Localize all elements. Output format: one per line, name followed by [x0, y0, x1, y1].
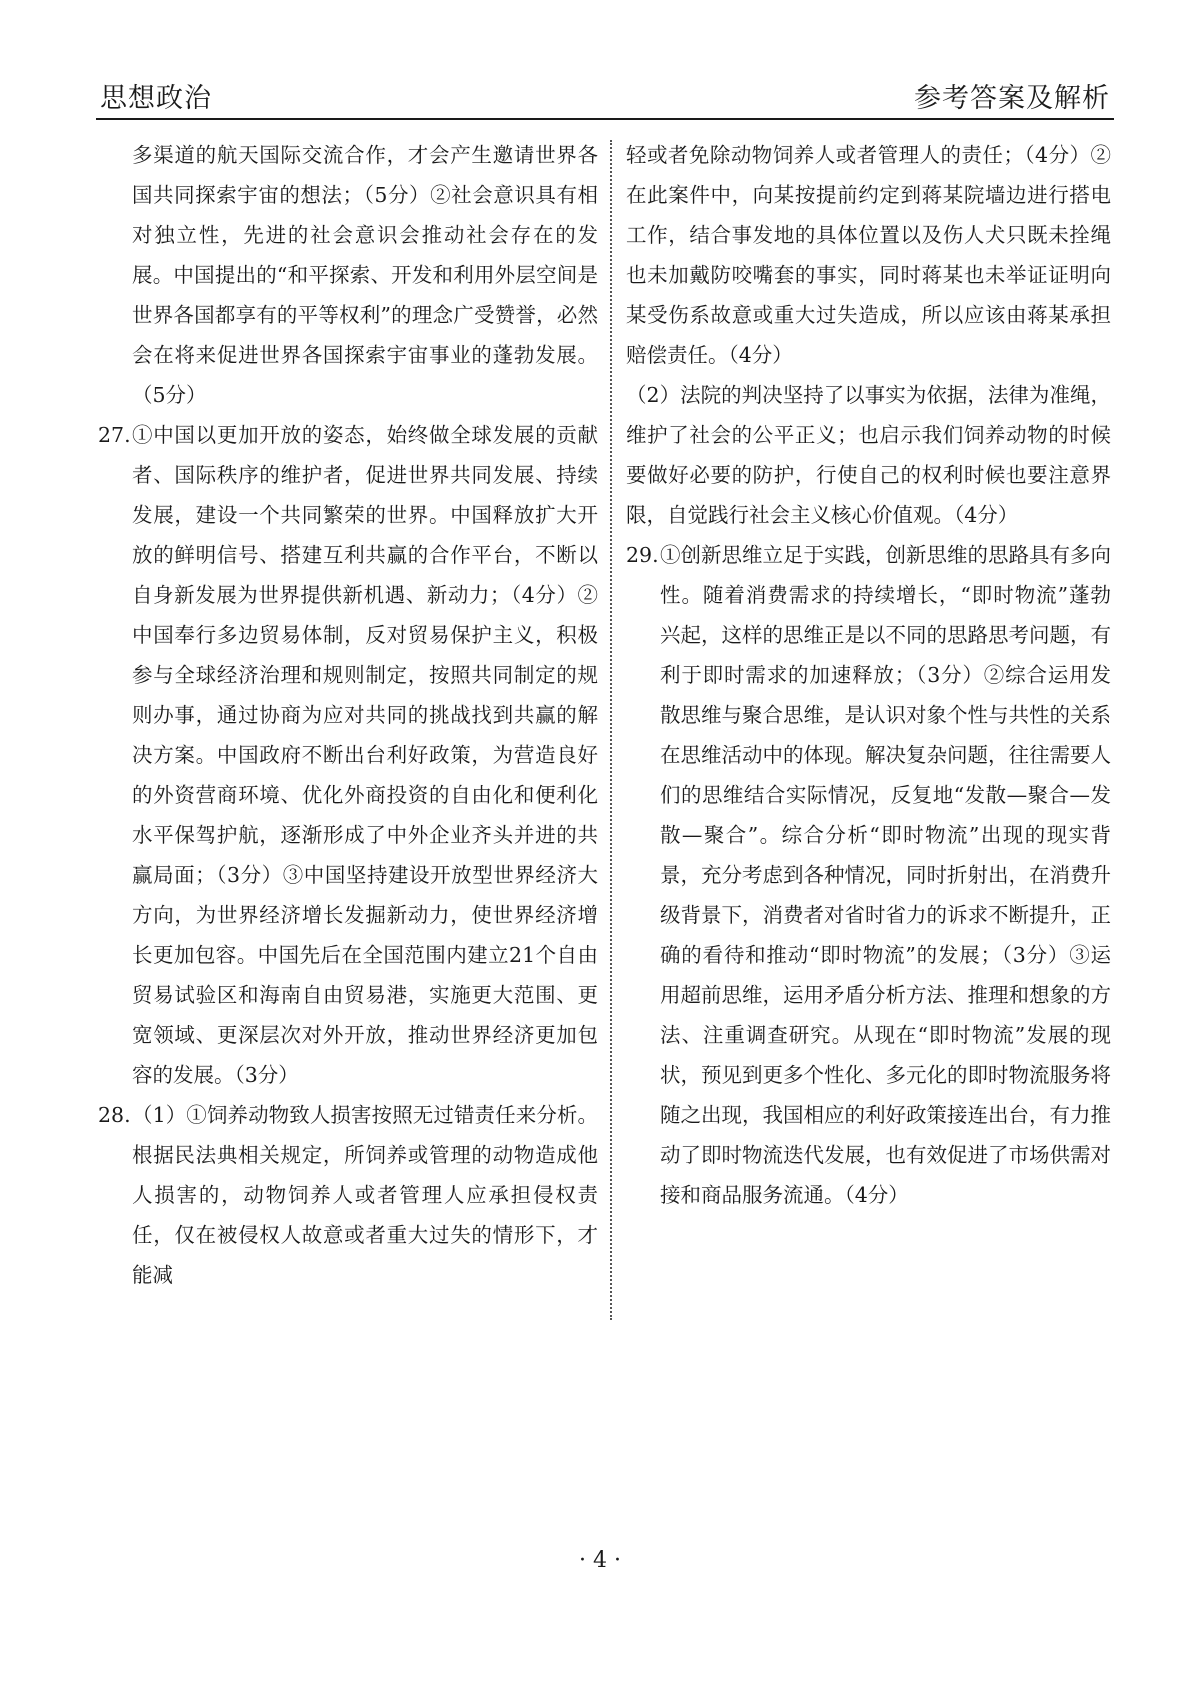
page-number: · 4 ·	[579, 1548, 621, 1573]
question-27-answer: ①中国以更加开放的姿态，始终做全球发展的贡献者、国际秩序的维护者，促进世界共同发展、持续发展，建设一个共同繁荣的世界。中国释放扩大开放的鲜明信号、搭建互利共赢的合作平台，不断以自身新发展为世界提供新机遇、新动力；（4分）②中国奉行多边贸易体制，反对贸易保护主义，积极参与全球经济治理和规则制定，按照共同制定的规则办事，通过协商为应对共同的挑战找到共赢的解决方案。中国政府不断出台利好政策，为营造良好的外资营商环境、优化外商投资的自由化和便利化水平保驾护航，逐渐形成了中外企业齐头并进的共赢局面；（3分）③中国坚持建设开放型世界经济大方向，为世界经济增长发掘新动力，使世界经济增长更加包容。中国先后在全国范围内建立21个自由贸易试验区和海南自由贸易港，实施更大范围、更宽领域、更深层次对外开放，推动世界经济更加包容的发展。（3分）	[132, 423, 598, 1087]
q28-continuation: 轻或者免除动物饲养人或者管理人的责任；（4分）②在此案件中，向某按提前约定到蒋某院墙边进行搭电工作，结合事发地的具体位置以及伤人犬只既未拴绳也未加戴防咬嘴套的事实，同时蒋某也未举证证明向某受伤系故意或重大过失造成，所以应该由蒋某承担赔偿责任。（4分）	[626, 143, 1111, 367]
question-27-number: 27.	[98, 423, 131, 447]
q28-part2: （2）法院的判决坚持了以事实为依据，法律为准绳，维护了社会的公平正义；也启示我们饲养动物的时候要做好必要的防护，行使自己的权利时候也要注意界限，自觉践行社会主义核心价值观。（4分）	[626, 383, 1111, 527]
question-28-answer-part1: （1）①饲养动物致人损害按照无过错责任来分析。根据民法典相关规定，所饲养或管理的动物造成他人损害的，动物饲养人或者管理人应承担侵权责任，仅在被侵权人故意或者重大过失的情形下，才能减	[132, 1103, 598, 1287]
q26-continuation: 多渠道的航天国际交流合作，才会产生邀请世界各国共同探索宇宙的想法；（5分）②社会意识具有相对独立性，先进的社会意识会推动社会存在的发展。中国提出的“和平探索、开发和利用外层空间是世界各国都享有的平等权利”的理念广受赞誉，必然会在将来促进世界各国探索宇宙事业的蓬勃发展。（5分）	[132, 143, 598, 407]
question-27	[98, 415, 598, 1095]
left-column	[98, 135, 598, 1295]
right-column	[626, 135, 1111, 1215]
column-divider	[610, 140, 612, 1320]
question-29-number: 29.	[626, 543, 659, 567]
question-29	[626, 535, 1111, 1215]
question-28-number: 28.	[98, 1103, 131, 1127]
question-28	[98, 1095, 598, 1295]
header-rule	[96, 118, 1114, 120]
section-title: 参考答案及解析	[914, 83, 1110, 114]
question-29-answer: ①创新思维立足于实践，创新思维的思路具有多向性。随着消费需求的持续增长，“即时物流”蓬勃兴起，这样的思维正是以不同的思路思考问题，有利于即时需求的加速释放；（3分）②综合运用发散思维与聚合思维，是认识对象个性与共性的关系在思维活动中的体现。解决复杂问题，往往需要人们的思维结合实际情况，反复地“发散—聚合—发散—聚合”。综合分析“即时物流”出现的现实背景，充分考虑到各种情况，同时折射出，在消费升级背景下，消费者对省时省力的诉求不断提升，正确的看待和推动“即时物流”的发展；（3分）③运用超前思维，运用矛盾分析方法、推理和想象的方法、注重调查研究。从现在“即时物流”发展的现状，预见到更多个性化、多元化的即时物流服务将随之出现，我国相应的利好政策接连出台，有力推动了即时物流迭代发展，也有效促进了市场供需对接和商品服务流通。（4分）	[660, 543, 1111, 1207]
subject-title: 思想政治	[100, 83, 212, 114]
